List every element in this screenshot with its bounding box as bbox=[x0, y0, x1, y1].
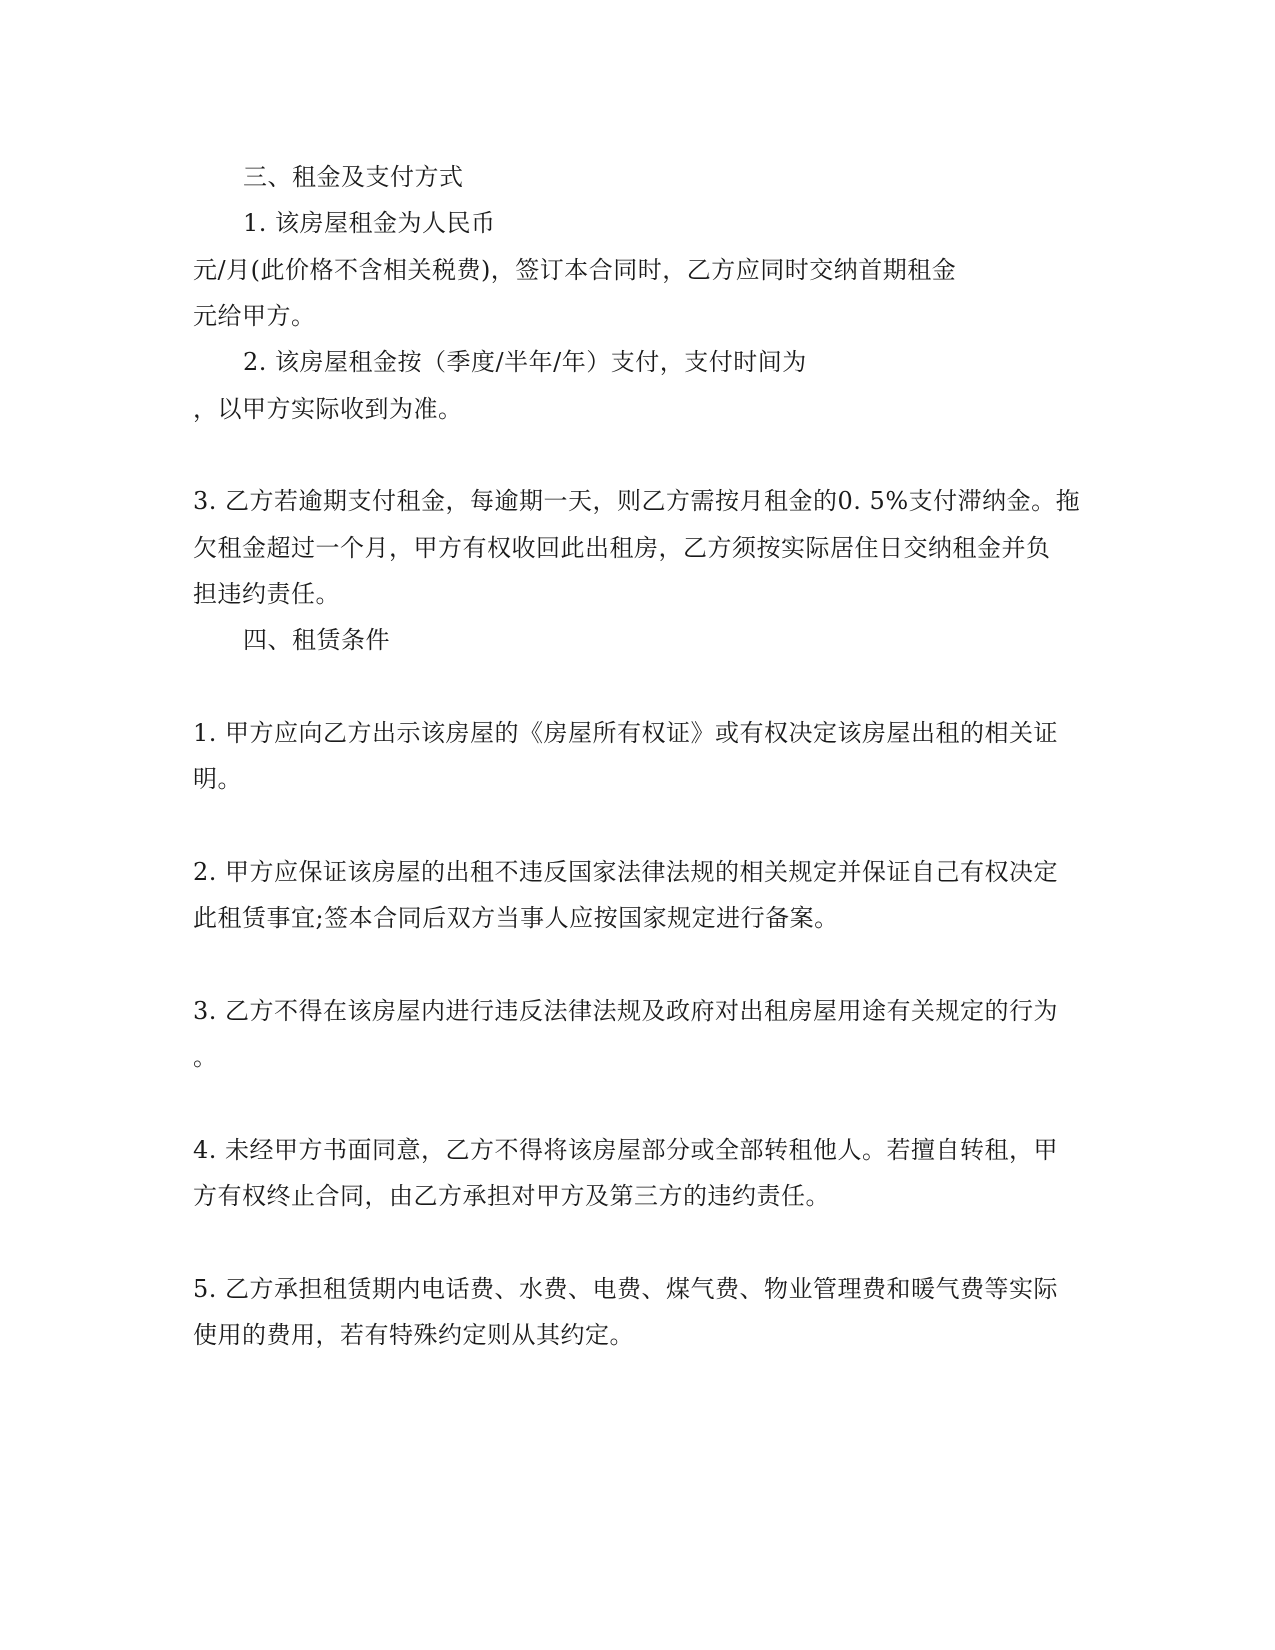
rent-item-1-line-3: 元给甲方。 bbox=[193, 302, 316, 330]
rent-item-3-line-3: 担违约责任。 bbox=[193, 580, 340, 608]
rent-item-3-line-2: 欠租金超过一个月，甲方有权收回此出租房，乙方须按实际居住日交纳租金并负 bbox=[193, 534, 1051, 562]
section-heading-rent-payment: 三、租金及支付方式 bbox=[243, 163, 464, 191]
lease-item-3-line-1: 3. 乙方不得在该房屋内进行违反法律法规及政府对出租房屋用途有关规定的行为 bbox=[193, 997, 1059, 1025]
lease-item-3-line-2: 。 bbox=[193, 1043, 218, 1071]
lease-item-2-line-2: 此租赁事宜;签本合同后双方当事人应按国家规定进行备案。 bbox=[193, 904, 839, 932]
rent-item-1-line-2: 元/月(此价格不含相关税费)，签订本合同时，乙方应同时交纳首期租金 bbox=[193, 256, 957, 284]
lease-item-5-line-2: 使用的费用，若有特殊约定则从其约定。 bbox=[193, 1321, 634, 1349]
lease-item-4-line-2: 方有权终止合同，由乙方承担对甲方及第三方的违约责任。 bbox=[193, 1182, 830, 1210]
lease-item-4-line-1: 4. 未经甲方书面同意，乙方不得将该房屋部分或全部转租他人。若擅自转租，甲 bbox=[193, 1136, 1059, 1164]
lease-item-1-line-1: 1. 甲方应向乙方出示该房屋的《房屋所有权证》或有权决定该房屋出租的相关证 bbox=[193, 719, 1059, 747]
lease-item-5-line-1: 5. 乙方承担租赁期内电话费、水费、电费、煤气费、物业管理费和暖气费等实际 bbox=[193, 1275, 1059, 1303]
lease-item-1-line-2: 明。 bbox=[193, 765, 242, 793]
rent-item-3-line-1: 3. 乙方若逾期支付租金，每逾期一天，则乙方需按月租金的0. 5%支付滞纳金。拖 bbox=[193, 487, 1081, 515]
rent-item-2-line-1: 2. 该房屋租金按（季度/半年/年）支付，支付时间为 bbox=[243, 348, 807, 376]
lease-item-2-line-1: 2. 甲方应保证该房屋的出租不违反国家法律法规的相关规定并保证自己有权决定 bbox=[193, 858, 1059, 886]
section-heading-lease-conditions: 四、租赁条件 bbox=[243, 626, 390, 654]
rent-item-2-line-2: ，以甲方实际收到为准。 bbox=[193, 395, 463, 423]
rent-item-1-line-1: 1. 该房屋租金为人民币 bbox=[243, 209, 496, 237]
